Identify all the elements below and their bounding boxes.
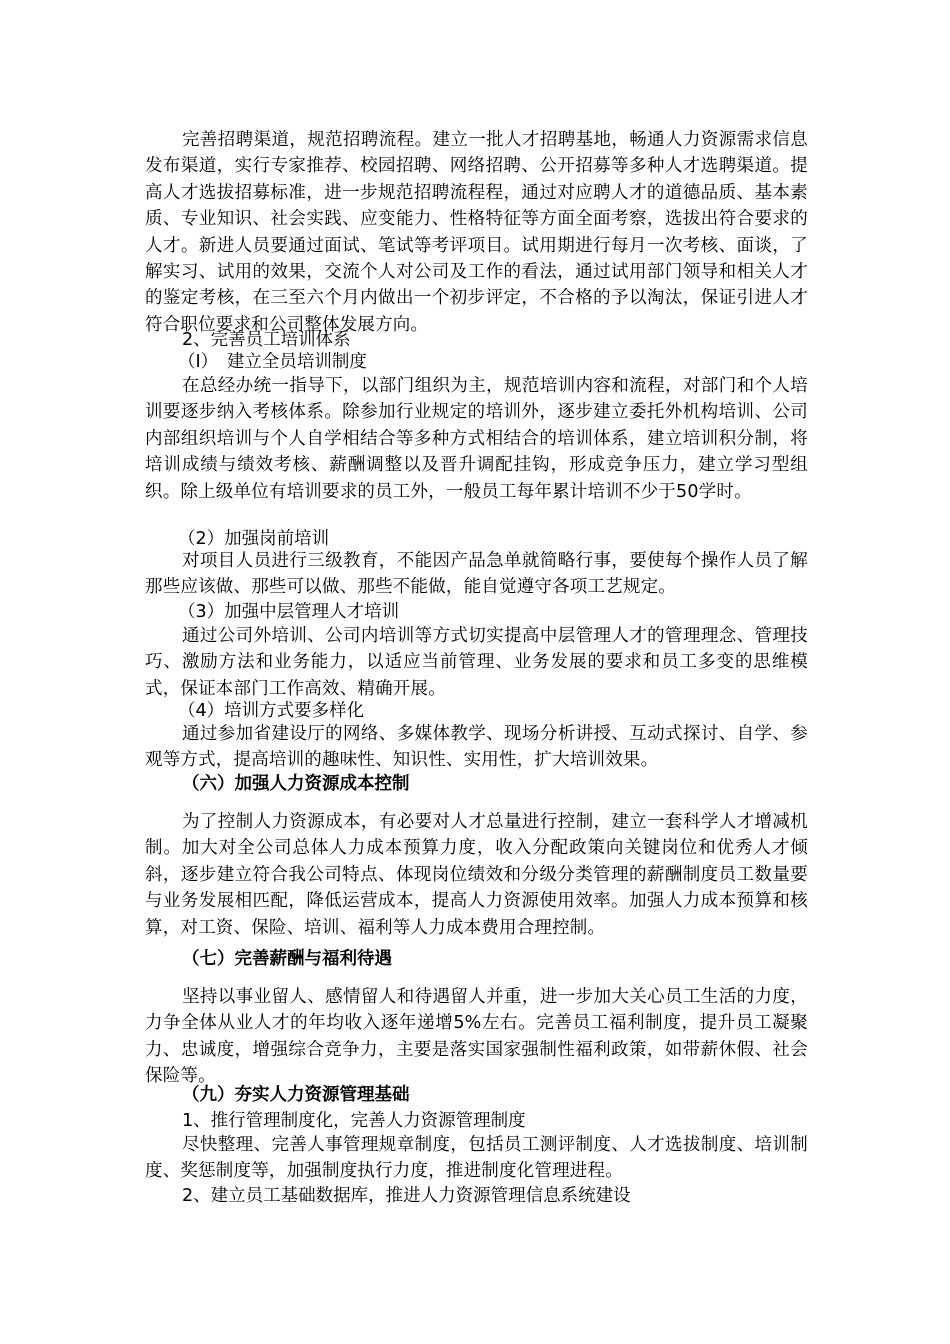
paragraph-recruitment: 完善招聘渠道，规范招聘流程。建立一批人才招聘基地，畅通人力资源需求信息发布渠道，实行专家推荐、校园招聘、网络招聘、公开招募等多种人才选聘渠道。提高人才选拔招募标准，进一步规范招聘流程程，通过对应聘人才的道德品质、基本素质、专业知识、社会实践、应变能力、性格特征等方面全面考察，选拔出符合要求的人才。新进人员要通过面试、笔试等考评项目。试用期进行每月一次考核、面谈，了解实习、试用的效果，交流个人对公司及工作的看法，通过试用部门领导和相关人才的鉴定考核，在三至六个月内做出一个初步评定，不合格的予以淘汰，保证引进人才符合职位要求和公司整体发展方向。 (145, 130, 808, 335)
section-heading-cost-control: （六）加强人力资源成本控制 (182, 774, 410, 794)
item-heading-employee-database: 2、建立员工基础数据库，推进人力资源管理信息系统建设 (182, 1186, 631, 1206)
paragraph-cost-control: 为了控制人力资源成本，有必要对人才总量进行控制，建立一套科学人才增减机制。加大对全公司总体人力成本预算力度，收入分配政策向关键岗位和优秀人才倾斜，逐步建立符合我公司特点、体现岗位绩效和分级分类管理的薪酬制度员工数量要与业务发展相匹配，降低运营成本，提高人力资源使用效率。加强人力成本预算和核算，对工资、保险、培训、福利等人力成本费用合理控制。 (145, 812, 808, 938)
paragraph-training-methods: 通过参加省建设厅的网络、多媒体教学、现场分析讲授、互动式探讨、自学、参观等方式，提高培训的趣味性、知识性、实用性，扩大培训效果。 (145, 724, 808, 771)
paragraph-middle-management: 通过公司外培训、公司内培训等方式切实提高中层管理人才的管理理念、管理技巧、激励方法和业务能力，以适应当前管理、业务发展的要求和员工多变的思维模式，保证本部门工作高效、精确开展。 (145, 626, 808, 699)
item-heading-management-system: 1、推行管理制度化，完善人力资源管理制度 (182, 1111, 526, 1131)
paragraph-management-system: 尽快整理、完善人事管理规章制度，包括员工测评制度、人才选拔制度、培训制度、奖惩制度等，加强制度执行力度，推进制度化管理进程。 (145, 1135, 808, 1182)
paragraph-full-training: 在总经办统一指导下，以部门组织为主，规范培训内容和流程，对部门和个人培训要逐步纳入考核体系。除参加行业规定的培训外，逐步建立委托外机构培训、公司内部组织培训与个人自学相结合等多种方式相结合的培训体系，建立培训积分制，将培训成绩与绩效考核、薪酬调整以及晋升调配挂钩，形成竞争压力，建立学习型组织。除上级单位有培训要求的员工外，一般员工每年累计培训不少于50学时。 (145, 376, 808, 502)
sub-heading-pre-job-training: （2）加强岗前培训 (178, 529, 330, 549)
item-heading-training-system: 2、完善员工培训体系 (182, 330, 351, 350)
section-heading-compensation: （七）完善薪酬与福利待遇 (182, 949, 392, 969)
paragraph-compensation: 坚持以事业留人、感情留人和待遇留人并重，进一步加大关心员工生活的力度，力争全体从业人才的年均收入逐年递增5%左右。完善员工福利制度，提升员工凝聚力、忠诚度，增强综合竞争力，主要是落实国家强制性福利政策，如带薪休假、社会保险等。 (145, 987, 808, 1087)
sub-heading-middle-management: （3）加强中层管理人才培训 (178, 602, 400, 622)
paragraph-pre-job-training: 对项目人员进行三级教育，不能因产品急单就简略行事，要使每个操作人员了解那些应该做、那些可以做、那些不能做，能自觉遵守各项工艺规定。 (145, 551, 808, 598)
sub-heading-training-methods: （4）培训方式要多样化 (178, 701, 365, 721)
section-heading-hr-foundation: （九）夯实人力资源管理基础 (182, 1085, 410, 1105)
sub-heading-full-training: （I） 建立全员培训制度 (178, 352, 367, 372)
